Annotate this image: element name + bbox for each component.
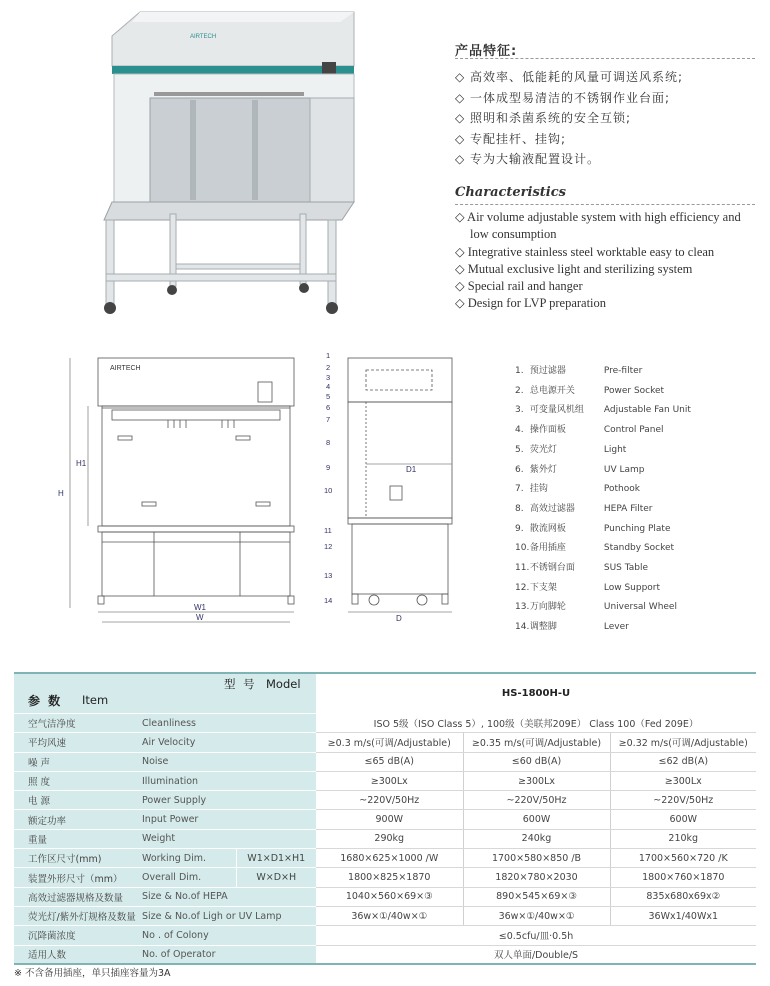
callout-12: 12 xyxy=(324,542,333,551)
footnote: ※ 不含备用插座，单只插座容量为3A xyxy=(14,968,171,979)
model-name: HS-1800H-U xyxy=(316,673,756,714)
callout-5: 5 xyxy=(326,392,331,401)
callout-14: 14 xyxy=(324,596,333,605)
list-item: 8. 高效过滤器 HEPA Filter xyxy=(515,503,653,514)
callout-7: 7 xyxy=(326,415,331,424)
features-title: 产品特征: xyxy=(455,44,518,59)
table-row: 高效过滤器规格及数量 Size & No.of HEPA 1040×560×69×③ 890×545×69×③ 835x680x69x② xyxy=(14,887,756,906)
table-row: 空气洁净度 Cleanliness ISO 5级（ISO Class 5）, 100级（美联邦209E） Class 100（Fed 209E） xyxy=(14,714,756,733)
list-item: 11. 不锈钢台面 SUS Table xyxy=(515,563,649,574)
callout-9: 9 xyxy=(326,463,331,472)
callout-6: 6 xyxy=(326,403,331,412)
parts-list xyxy=(515,362,691,638)
table-row: 噪 声 Noise ≤65 dB(A) ≤60 dB(A) ≤62 dB(A) xyxy=(14,752,756,771)
product-photo xyxy=(92,8,367,323)
table-row: 工作区尺寸(mm) Working Dim. W1×D1×H1 1680×625×1000 /W 1700×580×850 /B 1700×560×720 /K xyxy=(14,849,756,868)
characteristic-item: ◇ Design for LVP preparation xyxy=(455,296,607,311)
drawing-brand: AIRTECH xyxy=(110,365,141,372)
callout-4: 4 xyxy=(326,382,331,391)
list-item: 7. 挂钩 Pothook xyxy=(515,484,640,495)
callout-1: 1 xyxy=(326,351,331,360)
list-item: 2. 总电源开关 Power Socket xyxy=(515,385,665,396)
table-row: 平均风速 Air Velocity ≥0.3 m/s(可调/Adjustable) ≥0.35 m/s(可调/Adjustable) ≥0.32 m/s(可调/Adjustable) xyxy=(14,733,756,752)
table-row: 额定功率 Input Power 900W 600W 600W xyxy=(14,810,756,829)
characteristics-title: Characteristics xyxy=(455,185,566,200)
dim-label-w1: W1 xyxy=(194,603,206,612)
table-row: 电 源 Power Supply ~220V/50Hz ~220V/50Hz ~220V/50Hz xyxy=(14,791,756,810)
technical-drawing xyxy=(50,346,480,628)
features-list xyxy=(455,67,755,170)
feature-item: ◇ 专为大输液配置设计。 xyxy=(455,152,601,166)
list-item: 3. 可变量风机组 Adjustable Fan Unit xyxy=(515,405,691,416)
features-divider xyxy=(455,58,755,59)
characteristic-item: ◇ Mutual exclusive light and sterilizing system xyxy=(455,261,693,276)
characteristic-item: ◇ Air volume adjustable system with high efficiency and low consumption xyxy=(455,210,741,242)
callout-10: 10 xyxy=(324,486,333,495)
characteristic-item: ◇ Integrative stainless steel worktable easy to clean xyxy=(455,244,715,259)
list-item: 12. 下支架 Low Support xyxy=(515,582,661,593)
list-item: 10. 备用插座 Standby Socket xyxy=(515,543,675,554)
feature-item: ◇ 高效率、低能耗的风量可调送风系统; xyxy=(455,70,684,84)
list-item: 4. 操作面板 Control Panel xyxy=(515,425,664,436)
callout-11: 11 xyxy=(324,526,332,535)
callout-3: 3 xyxy=(326,373,331,382)
list-item: 6. 紫外灯 UV Lamp xyxy=(515,464,645,475)
table-header-params: 参 数 Item 型 号 Model xyxy=(14,674,316,713)
dim-label-d1: D1 xyxy=(406,465,417,474)
dim-label-h: H xyxy=(58,489,64,498)
feature-item: ◇ 一体成型易清洁的不锈钢作业台面; xyxy=(455,90,671,105)
list-item: 5. 荧光灯 Light xyxy=(515,444,627,455)
spec-table xyxy=(14,672,756,965)
photo-brand: AIRTECH xyxy=(190,34,217,40)
table-row: 重量 Weight 290kg 240kg 210kg xyxy=(14,829,756,848)
characteristics-divider xyxy=(455,204,755,205)
list-item: 1. 预过滤器 Pre-filter xyxy=(515,366,643,376)
table-row: 装置外形尺寸（mm） Overall Dim. W×D×H 1800×825×1870 1820×780×2030 1800×760×1870 xyxy=(14,868,756,887)
table-row: 适用人数 No. of Operator 双人单面/Double/S xyxy=(14,945,756,964)
list-item: 13. 万向脚轮 Universal Wheel xyxy=(515,602,677,613)
callout-8: 8 xyxy=(326,438,331,447)
characteristic-item: ◇ Special rail and hanger xyxy=(455,279,583,294)
callout-2: 2 xyxy=(326,363,331,372)
table-row: 沉降菌浓度 No . of Colony ≤0.5cfu/皿·0.5h xyxy=(14,926,756,945)
feature-item: ◇ 专配挂杆、挂钩; xyxy=(455,131,567,146)
list-item: 9. 散流网板 Punching Plate xyxy=(515,523,671,534)
dim-label-w: W xyxy=(196,613,204,622)
table-header-row xyxy=(14,673,756,714)
callout-13: 13 xyxy=(324,571,333,580)
dim-label-d: D xyxy=(396,614,402,623)
characteristics-list xyxy=(455,209,760,313)
table-row: 荧光灯/紫外灯规格及数量 Size & No.of Ligh or UV Lamp 36w×①/40w×① 36w×①/40w×① 36Wx1/40Wx1 xyxy=(14,906,756,925)
dim-label-h1: H1 xyxy=(76,459,87,468)
list-item: 14. 调整脚 Lever xyxy=(515,622,629,633)
feature-item: ◇ 照明和杀菌系统的安全互锁; xyxy=(455,111,632,125)
table-row: 照 度 Illumination ≥300Lx ≥300Lx ≥300Lx xyxy=(14,771,756,790)
